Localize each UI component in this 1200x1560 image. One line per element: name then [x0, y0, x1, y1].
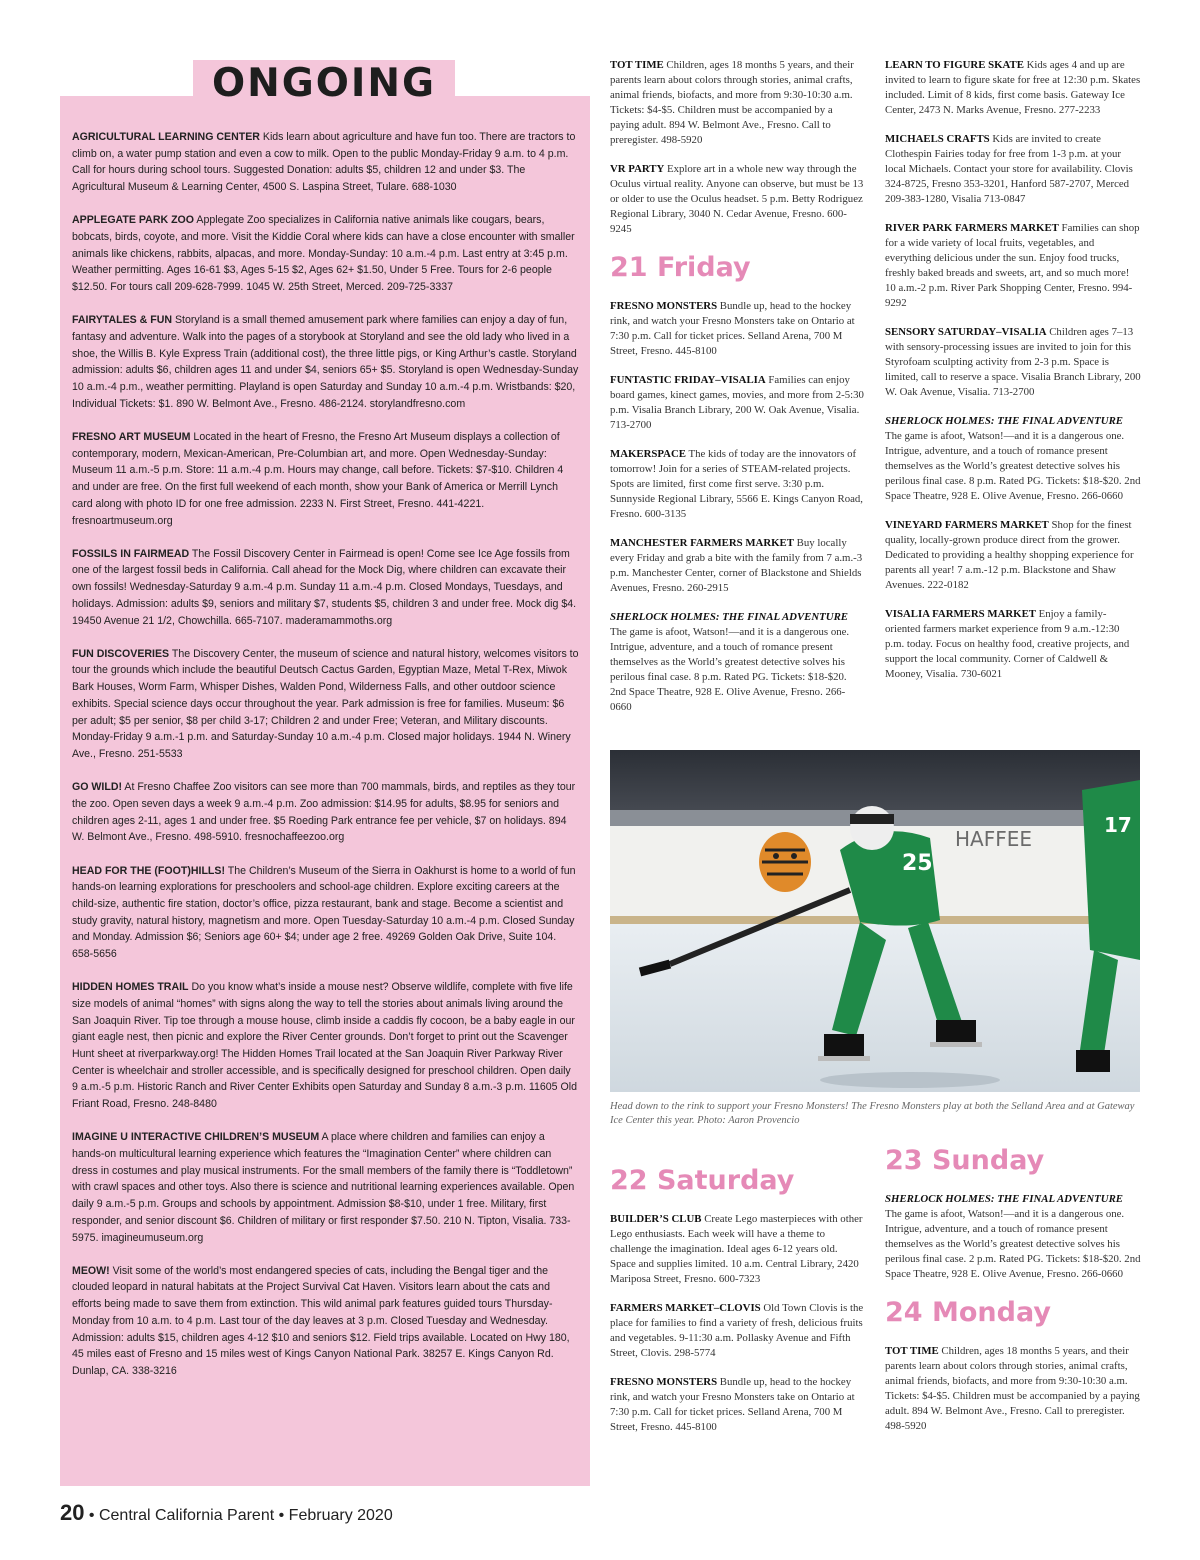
event-name: FRESNO MONSTERS [610, 300, 718, 312]
event-entry [610, 447, 864, 522]
event-name: MANCHESTER FARMERS MARKET [610, 537, 794, 549]
event-name: BUILDER’S CLUB [610, 1213, 702, 1225]
item-text: A place where children and families can enjoy a hands-on multicultural learning experience which features the “Imagination Center” where children can dress in costumes and play musical instruments. For the small members of the family there is “Toddletown” with crawl spaces and other toys. Also there is science and nutritional learning experiences available. Open daily 9 a.m.-5 p.m. Groups and schools by appointment. Admission $8-$10, under 1 free. Military, first responder, and senior discount $6. Children of military or first responder $7.50. 210 N. Tipton, Visalia. 733-5975. imagineumuseum.org [72, 1131, 575, 1244]
event-entry [610, 610, 864, 715]
event-text: Explore art in a whole new way through the Oculus virtual reality. Anyone can observe, but must be 13 or older to use the Oculus headset. 5 p.m. Betty Rodriguez Regional Library, 3040 N. Cedar Avenue, Fresno. 600-9245 [610, 163, 864, 235]
event-entry [610, 373, 864, 433]
item-name: AGRICULTURAL LEARNING CENTER [72, 131, 260, 143]
event-entry [885, 607, 1141, 682]
ongoing-item [72, 1263, 579, 1380]
item-text: At Fresno Chaffee Zoo visitors can see more than 700 mammals, birds, and reptiles as they tour the zoo. Open seven days a week 9 a.m.-4 p.m. Zoo admission: $14.95 for adults, $8.95 for seniors and children ages 2-11, ages 1 and under free. $5 Roeding Park entrance fee per vehicle, $7 on holidays. 894 W. Belmont Ave., Fresno. 498-5910. fresnochaffeezoo.org [72, 781, 576, 844]
item-text: The Children’s Museum of the Sierra in Oakhurst is home to a world of fun hands-on learning explorations for preschoolers and school-age children. Explore exciting careers at the child-size, authentic fire station, doctor’s office, pizza restaurant, bank and stage. Become a scientist and study gravity, natural history, magnetism and more. Open Tuesday-Saturday 10 a.m.-4 p.m. Closed Sunday and Monday. Admission $6; Seniors age 60+ $4; under age 2 free. 49269 Golden Oak Drive, Suite 104. 658-5656 [72, 864, 576, 961]
page-number: 20 [60, 1500, 85, 1525]
event-name: MICHAELS CRAFTS [885, 133, 990, 145]
event-name: TOT TIME [610, 59, 664, 71]
event-name: FUNTASTIC FRIDAY–VISALIA [610, 374, 766, 386]
event-text: Children ages 7–13 with sensory-processing issues are invited to join for this Styrofoam sculpting activity from 2-3 p.m. Space is limited, call to reserve a space. Visalia Branch Library, 200 W. Oak Avenue, Visalia. 713-2700 [885, 326, 1141, 398]
event-entry [885, 414, 1141, 504]
item-name: HIDDEN HOMES TRAIL [72, 981, 189, 994]
event-text: Create Lego masterpieces with other Lego enthusiasts. Each week will have a theme to challenge the imagination. Ideal ages 6-12 years old. Space and supplies limited. 10 a.m. Central Library, 2420 Mariposa Street, Fresno. 600-7323 [610, 1213, 863, 1285]
event-text: The game is afoot, Watson!—and it is a dangerous one. Intrigue, adventure, and a touch of romance present themselves as the World’s greatest detective solves his perilous final case. 8 p.m. Rated PG. Tickets: $18-$20. 2nd Space Theatre, 928 E. Olive Avenue, Fresno. 266-0660 [610, 626, 850, 713]
event-entry [610, 58, 864, 148]
event-entry [610, 1375, 864, 1435]
calendar-column-middle [610, 58, 864, 729]
item-text: Do you know what’s inside a mouse nest? Observe wildlife, complete with five life size models of animal “homes” with signs along the way to tell the stories about animals living around the San Joaquin River. Tip toe through a mouse house, climb inside a caddis fly cocoon, be a baby eagle in our giant eagle nest, then picnic and explore the River Center grounds. Don’t forget to print out the Scavenger Hunt sheet at riverparkway.org! The Hidden Homes Trail located at the San Joaquin River Parkway River Center is wheelchair and stroller accessible, and is specifically designed for preschool children. Open daily 9 a.m.-5 p.m. Historic Ranch and River Center Exhibits open Saturday and Sunday 8 a.m.-3 p.m. 11605 Old Friant Road, Fresno. 248-8480 [72, 981, 578, 1111]
event-name: VINEYARD FARMERS MARKET [885, 519, 1049, 531]
event-entry [610, 162, 864, 237]
event-text: Bundle up, head to the hockey rink, and watch your Fresno Monsters take on Ontario at 7:30 p.m. Call for ticket prices. Selland Arena, 700 M Street, Fresno. 445-8100 [610, 300, 855, 357]
ongoing-item [72, 779, 579, 846]
day-heading-friday: 21 Friday [610, 252, 751, 283]
ongoing-item [72, 979, 579, 1113]
page-footer [60, 1500, 393, 1526]
footer-text: • Central California Parent • February 2020 [84, 1507, 393, 1524]
item-name: FOSSILS IN FAIRMEAD [72, 547, 190, 560]
event-entry [885, 132, 1141, 207]
item-name: FAIRYTALES & FUN [72, 314, 173, 327]
item-name: FUN DISCOVERIES [72, 647, 170, 660]
calendar-saturday [610, 1160, 864, 1449]
event-text: Old Town Clovis is the place for families to find a variety of fresh, delicious fruits and vegetables. 9-11:30 a.m. Pollasky Avenue and Fifth Street, Clovis. 298-5774 [610, 1302, 864, 1359]
event-text: The game is afoot, Watson!—and it is a dangerous one. Intrigue, adventure, and a touch of romance present themselves as the World’s greatest detective solves his perilous final case. 8 p.m. Rated PG. Tickets: $18-$20. 2nd Space Theatre, 928 E. Olive Avenue, Fresno. 266-0660 [885, 430, 1141, 502]
event-name: SHERLOCK HOLMES: THE FINAL ADVENTURE [885, 1193, 1123, 1205]
day-heading-saturday: 22 Saturday [610, 1165, 795, 1196]
event-text: Enjoy a family-oriented farmers market experience from 9 a.m.-12:30 p.m. today. Focus on healthy food, creative projects, and support the local community. Corner of Caldwell & Mooney, Visalia. 730-6021 [885, 608, 1130, 680]
event-name: RIVER PARK FARMERS MARKET [885, 222, 1059, 234]
event-text: Bundle up, head to the hockey rink, and watch your Fresno Monsters take on Ontario at 7:30 p.m. Call for ticket prices. Selland Arena, 700 M Street, Fresno. 445-8100 [610, 1376, 855, 1433]
item-text: Located in the heart of Fresno, the Fresno Art Museum displays a collection of contemporary, modern, Mexican-American, Pre-Columbian art, and more. Open Wednesday-Sunday: Museum 11 a.m.-5 p.m. Store: 11 a.m.-4 p.m. Hours may change, call before. Tickets: $7-$10. Children 4 and under are free. On the first full weekend of each month, show your Bank of America or Merrill Lynch card along with photo ID for one free admission. 2233 N. First Street, Fresno. 441-4221. fresnoartmuseum.org [72, 431, 564, 527]
event-name: VISALIA FARMERS MARKET [885, 608, 1036, 620]
event-name: LEARN TO FIGURE SKATE [885, 59, 1024, 71]
hockey-photo [610, 750, 1140, 1092]
event-entry [885, 1344, 1141, 1434]
event-text: Families can enjoy board games, kinect games, movies, and more from 2-5:30 p.m. Visalia Branch Library, 200 W. Oak Avenue, Visalia. 713-2700 [610, 374, 864, 431]
event-name: FRESNO MONSTERS [610, 1376, 718, 1388]
ongoing-item [72, 863, 579, 963]
ongoing-item [72, 129, 579, 196]
jersey-number-main: 25 [902, 851, 933, 876]
event-entry [885, 221, 1141, 311]
item-name: APPLEGATE PARK ZOO [72, 214, 195, 227]
ongoing-item [72, 1129, 579, 1246]
event-entry [885, 518, 1141, 593]
rink-ad-text: HAFFEE [955, 827, 1033, 851]
calendar-sunday-monday [885, 1140, 1141, 1448]
event-name: SHERLOCK HOLMES: THE FINAL ADVENTURE [610, 611, 848, 623]
ongoing-heading: ONGOING [193, 60, 455, 108]
item-text: Storyland is a small themed amusement park where families can enjoy a day of fun, fantasy and adventure. Walk into the pages of a storybook at Storyland and see the old lady who lived in a shoe, the Willis B. Kyle Express Train (additional cost), the three little pigs, or King Arthur’s castle. Storyland admission: adults $6, children ages 11 and under $4, seniors 65+ $5. Storyland is open Wednesday-Sunday 10 a.m.-4 p.m., weather permitting. Playland is open Saturday and Sunday 10 a.m.-4 p.m. Wristbands: $20, Individual Tickets: $1. 890 W. Belmont Ave., Fresno. 486-2124. storylandfresno.com [72, 314, 579, 410]
jersey-number-right: 17 [1104, 813, 1132, 837]
ongoing-item [72, 646, 579, 763]
ongoing-item [72, 212, 579, 296]
event-entry [610, 1212, 864, 1287]
item-name: FRESNO ART MUSEUM [72, 431, 191, 444]
event-entry [885, 58, 1141, 118]
ongoing-item [72, 546, 579, 630]
ongoing-item [72, 312, 579, 412]
event-text: Kids ages 4 and up are invited to learn to figure skate for free at 12:30 p.m. Skates included. Limit of 8 kids, first come basis. Gateway Ice Center, 2473 N. Marks Avenue, Fresno. 277-2233 [885, 59, 1141, 116]
ongoing-item [72, 429, 579, 529]
event-entry [610, 1301, 864, 1361]
calendar-column-right [885, 58, 1141, 696]
item-text: Visit some of the world’s most endangered species of cats, including the Bengal tiger and the clouded leopard in natural habitats at the Project Survival Cat Haven. Visitors learn about the cats and efforts being made to save them from extinction. This wild animal park features guided tours Thursday-Monday from 10 a.m. to 4 p.m. Last tour of the day leaves at 3 p.m. Closed Tuesday and Wednesday. Admission: adults $15, children ages 4-12 $10 and seniors $12. Field trips available. Located on Hwy 180, 45 miles east of Fresno and 15 miles west of Kings Canyon National Park. 38257 E. Kings Canyon Rd. Dunlap, CA. 338-3216 [72, 1264, 570, 1377]
event-name: FARMERS MARKET–CLOVIS [610, 1302, 761, 1314]
event-name: SENSORY SATURDAY–VISALIA [885, 326, 1047, 338]
event-text: Children, ages 18 months 5 years, and their parents learn about colors through stories, animal crafts, animal friends, biofacts, and more from 9:30-10:30 a.m. Tickets: $4-$5. Children must be accompanied by a paying adult. 894 W. Belmont Ave., Fresno. Call to preregister. 498-5920 [610, 59, 854, 146]
event-name: VR PARTY [610, 163, 665, 175]
photo-caption: Head down to the rink to support your Fresno Monsters! The Fresno Monsters play at both the Selland Area and at Gateway Ice Center this year. Photo: Aaron Provencio [610, 1101, 1135, 1126]
day-heading-sunday: 23 Sunday [885, 1145, 1045, 1176]
item-text: Kids learn about agriculture and have fun too. There are tractors to climb on, a water pump station and even a cow to milk. Open to the public Monday-Friday 9 a.m. to 4 p.m. Call for hours during school tours. Suggested Donation: adults $5, children 12 and under $3. The Agricultural Museum & Learning Center, 4500 S. Laspina Street, Tulare. 688-1030 [72, 131, 576, 194]
item-text: Applegate Zoo specializes in California native animals like cougars, bears, bobcats, birds, coyote, and more. Visit the Kiddie Coral where kids can have a close encounter with smaller animals like chickens, rabbits, alpacas, and more. Monday-Sunday: 10 a.m.-4 p.m. Last entry at 3:45 p.m. Weather permitting. Ages 16-61 $3, Ages 5-15 $2, Ages 62+ $1.50, Under 5 Free. Tours for 2-6 people $12.50. For tours call 209-628-7999. 1045 W. 25th Street, Merced. 209-725-3337 [72, 214, 575, 294]
tiger-logo-icon [759, 832, 811, 892]
item-text: The Fossil Discovery Center in Fairmead is open! Come see Ice Age fossils from one of the largest fossil beds in California. Call ahead for the Mock Dig, where children can excavate their own fossils! Wednesday-Saturday 9 a.m.-4 p.m. Sunday 11 a.m.-4 p.m. Closed Mondays, Tuesdays, and holidays. Admission: adults $9, seniors and military $7, students $5, children 3 and under free. Mock dig $4. 19450 Avenue 21 1/2, Chowchilla. 665-7107. maderamammoths.org [72, 547, 577, 627]
item-name: GO WILD! [72, 781, 123, 794]
event-name: TOT TIME [885, 1345, 939, 1357]
event-entry [885, 325, 1141, 400]
event-text: Kids are invited to create Clothespin Fairies today for free from 1-3 p.m. at your local Michaels. Contact your store for availability. Clovis 324-8725, Fresno 353-3201, Hanford 587-2707, Merced 209-383-1280, Visalia 713-0847 [885, 133, 1133, 205]
item-text: The Discovery Center, the museum of science and natural history, welcomes visitors to tour the grounds which include the beautiful Deutsch Cactus Garden, Egyptian Maze, Metal T-Rex, Miwok Bark Houses, Worm Farm, Whisper Dishes, Walden Pond, Wilderness Falls, and other outdoor science exhibits. Special science days occur throughout the year. Park admission is free for families. Museum: $6 per adult; $5 per senior, $8 per child 3-17; Children 2 and under Free; Veteran, and Military discounts. Monday-Friday 9 a.m.-1 p.m. and Saturday-Sunday 10 a.m.-4 p.m. Closed major holidays. 1944 N. Winery Ave., Fresno. 251-5533 [72, 647, 579, 760]
event-entry [885, 1192, 1141, 1282]
event-text: Children, ages 18 months 5 years, and their parents learn about colors through stories, animal crafts, animal friends, biofacts, and more from 9:30-10:30 a.m. Tickets: $4-$5. Children must be accompanied by a paying adult. 894 W. Belmont Ave., Fresno. Call to preregister. 498-5920 [885, 1345, 1140, 1432]
event-name: MAKERSPACE [610, 448, 686, 460]
ongoing-section [60, 96, 590, 1486]
item-name: MEOW! [72, 1264, 110, 1277]
event-name: SHERLOCK HOLMES: THE FINAL ADVENTURE [885, 415, 1123, 427]
event-text: The kids of today are the innovators of tomorrow! Join for a series of STEAM-related projects. Spots are limited, first come first serve. 3:30 p.m. Sunnyside Regional Library, 5566 E. Kings Canyon Road, Fresno. 600-3135 [610, 448, 863, 520]
event-text: Families can shop for a wide variety of local fruits, vegetables, and everything delicious under the sun. Enjoy food trucks, freshly baked breads and sweets, art, and so much more! 10 a.m.-2 p.m. River Park Shopping Center, Fresno. 994-9292 [885, 222, 1140, 309]
event-text: Buy locally every Friday and grab a bite with the family from 7 a.m.-3 p.m. Manchester Center, corner of Blackstone and Shields Avenues, Fresno. 260-2915 [610, 537, 863, 594]
day-heading-monday: 24 Monday [885, 1297, 1051, 1328]
item-name: IMAGINE U INTERACTIVE CHILDREN’S MUSEUM [72, 1131, 320, 1144]
item-name: HEAD FOR THE (FOOT)HILLS! [72, 864, 225, 877]
event-text: The game is afoot, Watson!—and it is a dangerous one. Intrigue, adventure, and a touch of romance present themselves as the World’s greatest detective solves his perilous final case. 2 p.m. Rated PG. Tickets: $18-$20. 2nd Space Theatre, 928 E. Olive Avenue, Fresno. 266-0660 [885, 1208, 1141, 1280]
event-entry [610, 536, 864, 596]
event-entry [610, 299, 864, 359]
event-text: Shop for the finest quality, locally-grown produce direct from the grower. Dedicated to providing a healthy shopping experience for parents all year! 7 a.m.-12 p.m. Blackstone and Shaw Avenues. 222-0182 [885, 519, 1134, 591]
